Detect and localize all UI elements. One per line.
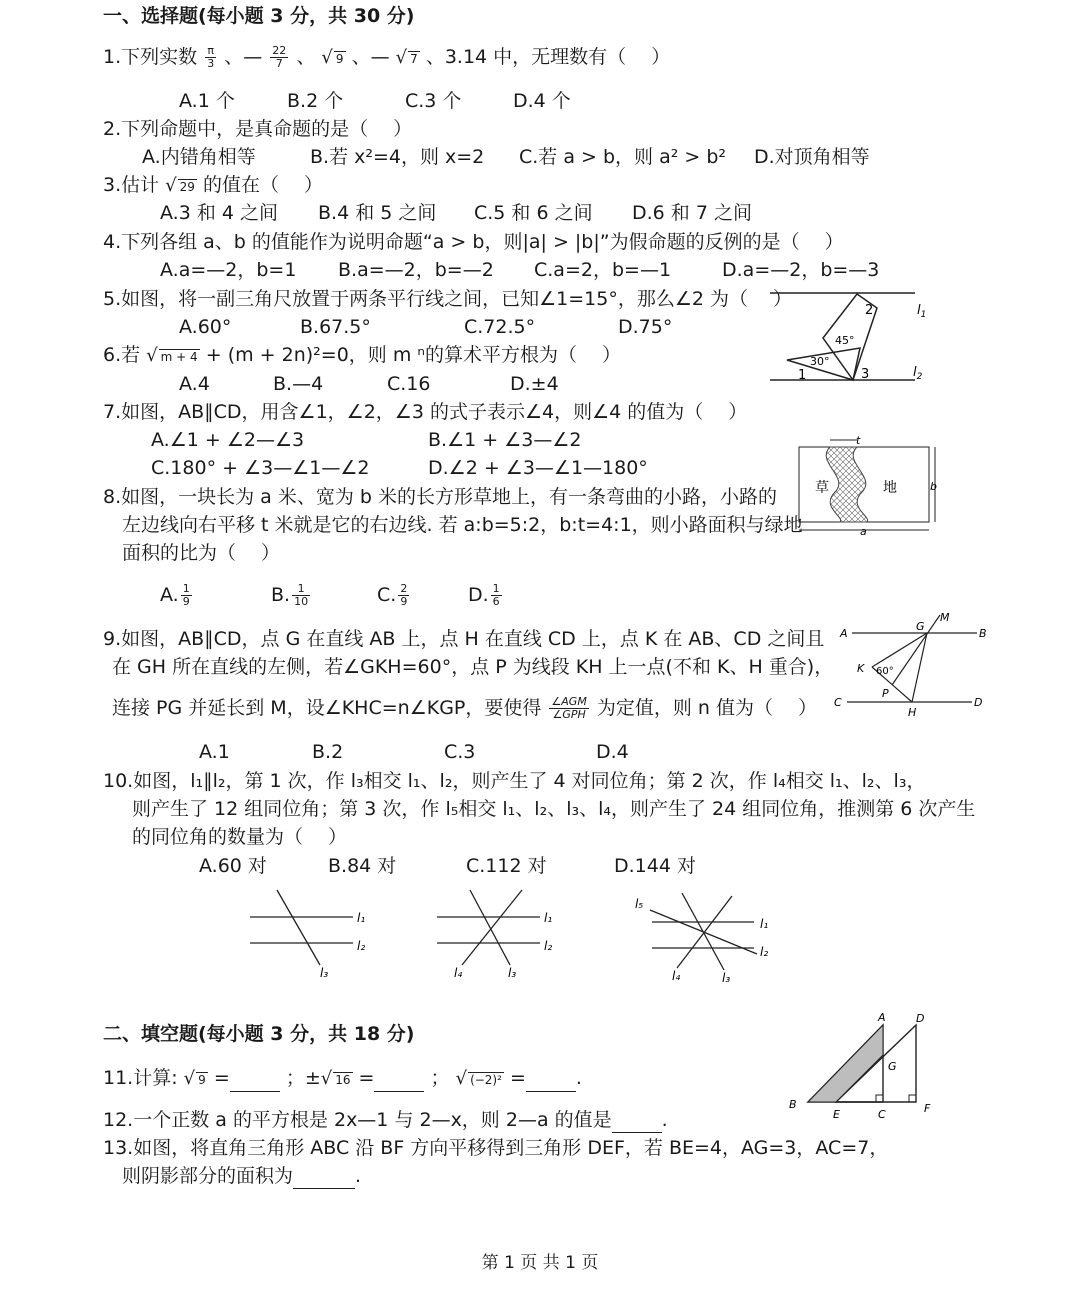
- q9-option-d[interactable]: D.4: [596, 741, 629, 763]
- l2-label: $l_2$: [913, 365, 923, 382]
- q4-option-d[interactable]: D.a=—2，b=—3: [722, 259, 880, 281]
- q10-figure-1: [245, 885, 385, 985]
- svg-text:l₁: l₁: [760, 917, 769, 931]
- l1-label: $l_1$: [917, 303, 927, 320]
- svg-text:C: C: [878, 1108, 886, 1121]
- svg-text:l₁: l₁: [357, 911, 366, 925]
- svg-text:l₃: l₃: [508, 966, 517, 980]
- svg-text:B: B: [979, 627, 987, 640]
- q6-option-b[interactable]: B.—4: [273, 373, 324, 395]
- q5-option-d[interactable]: D.75°: [618, 316, 673, 338]
- svg-text:l₄: l₄: [454, 966, 463, 980]
- question-9-line1: 9.如图，AB∥CD，点 G 在直线 AB 上，点 H 在直线 CD 上，点 K 在 AB、CD 之间且: [103, 628, 825, 650]
- land-char-label: 地: [883, 480, 897, 496]
- question-4: 4.下列各组 a、b 的值能作为说明命题“a > b，则|a| > |b|”为假命题的反例的是（ ）: [103, 231, 844, 253]
- section-title-choice: 一、选择题(每小题 3 分，共 30 分): [103, 5, 415, 27]
- curved-path: [826, 447, 867, 522]
- q7-option-c[interactable]: C.180° + ∠3—∠1—∠2: [151, 457, 370, 479]
- answer-blank-3[interactable]: [526, 1073, 576, 1092]
- question-9-line2: 在 GH 所在直线的左侧，若∠GKH=60°，点 P 为线段 KH 上一点(不和 K、H 重合)，: [112, 656, 834, 678]
- q2-option-a[interactable]: A.内错角相等: [142, 146, 256, 168]
- q7-option-a[interactable]: A.∠1 + ∠2—∠3: [151, 429, 305, 451]
- svg-text:D: D: [916, 1012, 925, 1025]
- q3-option-c[interactable]: C.5 和 6 之间: [474, 202, 593, 224]
- angle-60-label: 60°: [876, 666, 894, 677]
- fraction-pi-3: $\frac{\pi}{3}$: [207, 44, 215, 70]
- svg-text:l₄: l₄: [672, 969, 681, 983]
- angle-1-label: 1: [798, 368, 807, 383]
- q8-option-b[interactable]: B. $\frac{1}{10}$: [271, 582, 309, 608]
- question-8-line2: 左边线向右平移 t 米就是它的右边线. 若 a:b=5:2，b:t=4:1，则小路面积与绿地: [122, 514, 803, 536]
- angle-30-label: 30°: [810, 355, 830, 368]
- page-footer: 第 1 页 共 1 页: [481, 1253, 599, 1273]
- svg-text:D: D: [974, 696, 983, 709]
- q2-option-c[interactable]: C.若 a > b，则 a² > b²: [519, 146, 727, 168]
- q9-option-c[interactable]: C.3: [444, 741, 476, 763]
- svg-text:A: A: [840, 627, 848, 640]
- sqrt-icon: √: [395, 47, 408, 68]
- q3-option-a[interactable]: A.3 和 4 之间: [160, 202, 278, 224]
- b-label: b: [930, 480, 937, 493]
- radicand-m-plus-4: m + 4: [160, 350, 198, 364]
- svg-text:l₅: l₅: [635, 897, 644, 911]
- q5-figure: [765, 288, 935, 388]
- q5-option-b[interactable]: B.67.5°: [300, 316, 371, 338]
- question-13-line2: 则阴影部分的面积为 .: [122, 1165, 362, 1187]
- svg-text:l₂: l₂: [760, 945, 769, 959]
- question-6: 6.若 √ m + 4 + (m + 2n)²=0，则 m ⁿ的算术平方根为（ ）: [103, 344, 621, 366]
- q9-figure: [832, 612, 992, 722]
- sqrt-icon: √: [165, 175, 177, 196]
- sqrt-icon: √: [455, 1068, 468, 1089]
- svg-text:P: P: [882, 687, 889, 700]
- svg-text:C: C: [834, 696, 842, 709]
- radicand-9: 9: [335, 52, 344, 66]
- q1-option-c[interactable]: C.3 个: [405, 90, 462, 112]
- q2-option-d[interactable]: D.对顶角相等: [754, 146, 870, 168]
- svg-text:l₃: l₃: [722, 971, 731, 985]
- question-8-line1: 8.如图，一块长为 a 米、宽为 b 米的长方形草地上，有一条弯曲的小路，小路的: [103, 486, 777, 508]
- svg-text:E: E: [833, 1108, 840, 1121]
- q4-option-b[interactable]: B.a=—2，b=—2: [338, 259, 494, 281]
- svg-text:A: A: [878, 1011, 886, 1024]
- question-11: 11.计算: √ 9 = ；±√ 16 = ； √ (−2)² = .: [103, 1065, 582, 1092]
- radicand-29: 29: [179, 180, 195, 194]
- q8-option-d[interactable]: D. $\frac{1}{6}$: [468, 582, 500, 608]
- fraction-22-7: $\frac{22}{7}$: [272, 44, 287, 70]
- question-13-line1: 13.如图，将直角三角形 ABC 沿 BF 方向平移得到三角形 DEF，若 BE=4，AG=3，AC=7，: [103, 1137, 889, 1159]
- angle-3-label: 3: [861, 367, 870, 382]
- section-title-fill: 二、填空题(每小题 3 分，共 18 分): [103, 1023, 415, 1045]
- a-label: a: [860, 525, 867, 538]
- question-1: 1.下列实数 $\frac{\pi}{3}$ 、— $\frac{22}{7}$ 、 √ 9 、— √ 7 、3.14 中，无理数有（ ）: [103, 44, 671, 70]
- question-10-line2: 则产生了 12 组同位角；第 3 次，作 l₅相交 l₁、l₂、l₃、l₄，则产生了 24 组同位角，推测第 6 次产生: [132, 798, 976, 820]
- q8-option-a[interactable]: A. $\frac{1}{9}$: [160, 582, 190, 608]
- answer-blank-13[interactable]: [293, 1170, 355, 1189]
- question-10-line3: 的同位角的数量为（ ）: [132, 826, 348, 848]
- q5-option-a[interactable]: A.60°: [179, 316, 232, 338]
- line-gh: [912, 633, 927, 702]
- sqrt-icon: √: [321, 47, 333, 68]
- question-12: 12.一个正数 a 的平方根是 2x—1 与 2—x，则 2—a 的值是 .: [103, 1109, 668, 1131]
- svg-text:F: F: [924, 1102, 931, 1115]
- q8-figure: [795, 432, 950, 542]
- q2-option-b[interactable]: B.若 x²=4，则 x=2: [310, 146, 485, 168]
- svg-text:G: G: [916, 620, 925, 633]
- q10-figure-2: [432, 885, 572, 985]
- q8-option-c[interactable]: C. $\frac{2}{9}$: [377, 582, 408, 608]
- svg-text:G: G: [888, 1060, 897, 1073]
- q6-option-a[interactable]: A.4: [179, 373, 210, 395]
- grass-char-label: 草: [815, 480, 829, 496]
- q6-option-c[interactable]: C.16: [387, 373, 431, 395]
- radicand-7: 7: [410, 52, 418, 66]
- q1-prefix: 1.下列实数: [103, 46, 198, 68]
- svg-text:l₁: l₁: [544, 911, 553, 925]
- q9-option-b[interactable]: B.2: [312, 741, 344, 763]
- segment-kg: [872, 633, 927, 667]
- q10-option-d[interactable]: D.144 对: [614, 855, 696, 877]
- q7-option-b[interactable]: B.∠1 + ∠3—∠2: [428, 429, 582, 451]
- sqrt-icon: √: [320, 1068, 333, 1089]
- angle-2-label: 2: [865, 303, 874, 318]
- answer-blank-1[interactable]: [230, 1073, 280, 1092]
- q3-option-b[interactable]: B.4 和 5 之间: [318, 202, 437, 224]
- q9-option-a[interactable]: A.1: [199, 741, 230, 763]
- q1-option-a[interactable]: A.1 个: [179, 90, 235, 112]
- q5-option-c[interactable]: C.72.5°: [464, 316, 536, 338]
- answer-blank-2[interactable]: [374, 1073, 424, 1092]
- svg-text:l₂: l₂: [357, 939, 366, 953]
- svg-text:l₃: l₃: [320, 966, 329, 980]
- q7-option-d[interactable]: D.∠2 + ∠3—∠1—180°: [428, 457, 648, 479]
- question-8-line3: 面积的比为（ ）: [122, 542, 281, 564]
- q10-option-a[interactable]: A.60 对: [199, 855, 267, 877]
- svg-text:H: H: [908, 706, 917, 719]
- question-2: 2.下列命题中，是真命题的是（ ）: [103, 118, 413, 140]
- svg-text:l₂: l₂: [544, 939, 553, 953]
- sqrt-icon: √: [183, 1068, 196, 1089]
- q13-figure: [786, 1010, 946, 1125]
- q1-option-d[interactable]: D.4 个: [513, 90, 571, 112]
- question-7: 7.如图，AB∥CD，用含∠1，∠2，∠3 的式子表示∠4，则∠4 的值为（ ）: [103, 401, 748, 423]
- sqrt-icon: √: [146, 345, 158, 366]
- q4-option-a[interactable]: A.a=—2，b=1: [160, 259, 297, 281]
- q10-option-c[interactable]: C.112 对: [466, 855, 547, 877]
- q4-option-c[interactable]: C.a=2，b=—1: [534, 259, 672, 281]
- q6-option-d[interactable]: D.±4: [510, 373, 559, 395]
- q1-option-b[interactable]: B.2 个: [287, 90, 344, 112]
- t-label: t: [856, 434, 861, 447]
- question-9-line3: 连接 PG 并延长到 M，设∠KHC=n∠KGP，要使得 $\frac{\text{∠AGM}}{\text{∠GPH}}$ 为定值，则 n 值为（ ）: [112, 695, 818, 721]
- angle-45-label: 45°: [835, 334, 855, 347]
- q10-option-b[interactable]: B.84 对: [328, 855, 397, 877]
- svg-text:M: M: [940, 611, 950, 624]
- answer-blank-12[interactable]: [612, 1114, 662, 1133]
- q3-option-d[interactable]: D.6 和 7 之间: [632, 202, 752, 224]
- q10-figure-3: [632, 888, 782, 998]
- shaded-region: [808, 1025, 883, 1102]
- svg-text:K: K: [857, 662, 865, 675]
- svg-text:B: B: [789, 1098, 797, 1111]
- fraction-agm-gph: $\frac{\text{∠AGM}}{\text{∠GPH}}$: [551, 695, 587, 721]
- question-10-line1: 10.如图，l₁∥l₂，第 1 次，作 l₃相交 l₁、l₂，则产生了 4 对同位角；第 2 次，作 l₄相交 l₁、l₂、l₃，: [103, 770, 926, 792]
- question-3: 3.估计 √ 29 的值在（ ）: [103, 174, 324, 196]
- question-5: 5.如图，将一副三角尺放置于两条平行线之间，已知∠1=15°，那么∠2 为（ ）: [103, 288, 793, 310]
